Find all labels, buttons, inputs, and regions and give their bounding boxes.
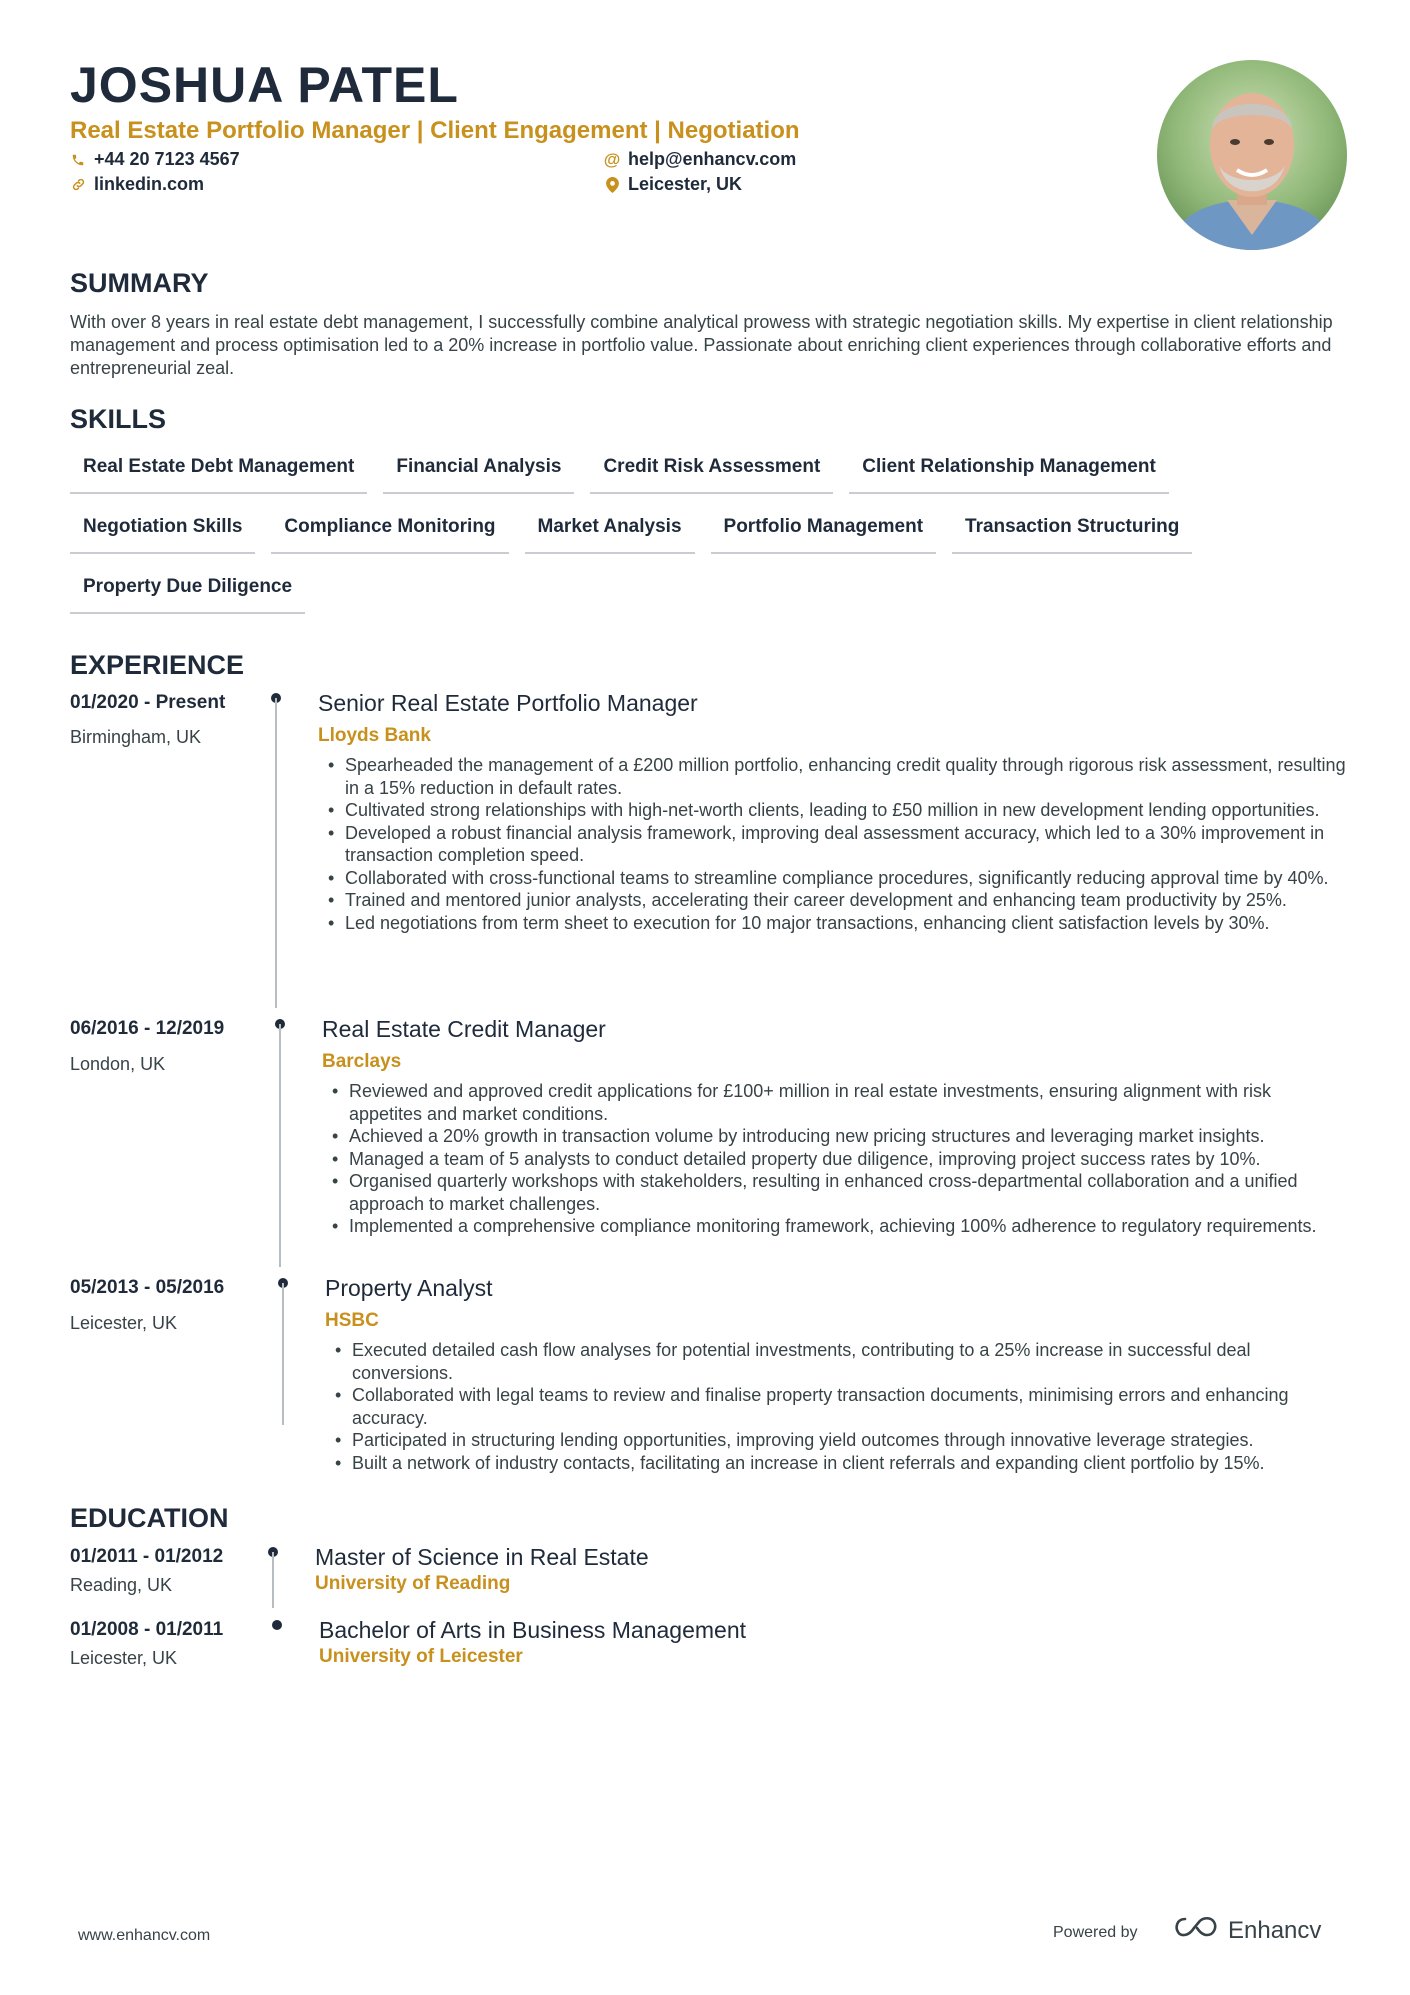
job-location: London, UK xyxy=(70,1054,166,1074)
skill-tag: Negotiation Skills xyxy=(70,506,255,554)
experience-title: EXPERIENCE xyxy=(70,650,245,680)
skill-tag: Portfolio Management xyxy=(711,506,937,554)
contact-location xyxy=(604,174,742,195)
bullet-item: • Collaborated with legal teams to review and finalise property transaction documents, minimising errors and enhancing accuracy. xyxy=(332,1384,1350,1429)
candidate-name: JOSHUA PATEL xyxy=(70,57,459,113)
summary-title: SUMMARY xyxy=(70,268,209,298)
job-bullets xyxy=(332,1339,1350,1474)
timeline-line xyxy=(272,1552,274,1608)
bullet-item: • Organised quarterly workshops with stakeholders, resulting in enhanced cross-departmental collaboration and a unified approach to market challenges. xyxy=(329,1170,1349,1215)
bullet-item: • Achieved a 20% growth in transaction volume by introducing new pricing structures and leveraging market insights. xyxy=(329,1125,1349,1148)
edu-dates: 01/2008 - 01/2011 xyxy=(70,1619,224,1640)
skills-list xyxy=(70,446,1350,614)
location-text: Leicester, UK xyxy=(628,174,743,194)
bullet-item: • Collaborated with cross-functional teams to streamline compliance procedures, significantly reducing approval time by 40%. xyxy=(325,867,1350,890)
phone-text: +44 20 7123 4567 xyxy=(94,149,240,169)
contact-linkedin[interactable] xyxy=(70,174,204,195)
bullet-item: • Cultivated strong relationships with high-net-worth clients, leading to £50 million in new development lending opportunities. xyxy=(325,799,1350,822)
email-text[interactable]: help@enhancv.com xyxy=(628,149,797,169)
job-dates: 01/2020 - Present xyxy=(70,692,226,713)
job-location: Leicester, UK xyxy=(70,1313,178,1333)
bullet-item: • Built a network of industry contacts, facilitating an increase in client referrals and expanding client portfolio by 15%. xyxy=(332,1452,1350,1475)
skill-tag: Credit Risk Assessment xyxy=(590,446,833,494)
edu-school: University of Leicester xyxy=(319,1646,523,1667)
job-location: Birmingham, UK xyxy=(70,727,202,747)
job-bullets xyxy=(329,1080,1349,1238)
edu-school: University of Reading xyxy=(315,1573,511,1594)
skill-tag: Transaction Structuring xyxy=(952,506,1192,554)
education-title: EDUCATION xyxy=(70,1503,229,1533)
job-company: Lloyds Bank xyxy=(318,725,431,746)
skill-tag: Client Relationship Management xyxy=(849,446,1168,494)
linkedin-text[interactable]: linkedin.com xyxy=(94,174,205,194)
link-icon xyxy=(70,177,86,193)
bullet-item: • Executed detailed cash flow analyses for potential investments, contributing to a 25% increase in successful deal conversions. xyxy=(332,1339,1350,1384)
job-company: HSBC xyxy=(325,1310,379,1331)
timeline-dot xyxy=(272,1620,282,1630)
edu-dates: 01/2011 - 01/2012 xyxy=(70,1546,224,1567)
summary-text: With over 8 years in real estate debt management, I successfully combine analytical prowess with strategic negotiation skills. My expertise in client relationship management and process optimisation led to a 20% increase in portfolio value. Passionate about enriching client experiences through collaborative efforts and entrepreneurial zeal. xyxy=(70,312,1333,378)
job-bullets xyxy=(325,754,1350,934)
job-dates: 05/2013 - 05/2016 xyxy=(70,1277,225,1298)
bullet-item: • Implemented a comprehensive compliance monitoring framework, achieving 100% adherence to regulatory requirements. xyxy=(329,1215,1349,1238)
skills-title: SKILLS xyxy=(70,404,167,434)
job-role: Property Analyst xyxy=(325,1275,493,1301)
bullet-item: • Trained and mentored junior analysts, accelerating their career development and enhancing team productivity by 25%. xyxy=(325,889,1350,912)
timeline-line xyxy=(279,1024,281,1267)
contact-email[interactable] xyxy=(604,149,796,170)
profile-photo xyxy=(1157,60,1347,250)
bullet-item: • Managed a team of 5 analysts to conduct detailed property due diligence, improving project success rates by 10%. xyxy=(329,1148,1349,1171)
skill-tag: Market Analysis xyxy=(525,506,695,554)
brand-name: Enhancv xyxy=(1228,1916,1322,1944)
enhancv-logo xyxy=(1172,1914,1321,1947)
job-company: Barclays xyxy=(322,1051,402,1072)
location-pin-icon xyxy=(604,177,620,193)
phone-icon xyxy=(70,152,86,168)
powered-by-label: Powered by xyxy=(1053,1924,1138,1941)
bullet-item: • Participated in structuring lending opportunities, improving yield outcomes through innovative leverage strategies. xyxy=(332,1429,1350,1452)
skill-tag: Compliance Monitoring xyxy=(271,506,508,554)
edu-location: Leicester, UK xyxy=(70,1648,178,1668)
job-dates: 06/2016 - 12/2019 xyxy=(70,1018,225,1039)
skill-tag: Financial Analysis xyxy=(383,446,574,494)
bullet-item: • Led negotiations from term sheet to execution for 10 major transactions, enhancing client satisfaction levels by 30%. xyxy=(325,912,1350,935)
edu-degree: Master of Science in Real Estate xyxy=(315,1544,649,1570)
at-icon: @ xyxy=(603,149,621,169)
edu-degree: Bachelor of Arts in Business Management xyxy=(319,1617,747,1643)
timeline-line xyxy=(282,1283,284,1425)
footer-website[interactable]: www.enhancv.com xyxy=(78,1927,211,1944)
job-role: Senior Real Estate Portfolio Manager xyxy=(318,690,698,716)
infinity-logo-icon xyxy=(1172,1914,1220,1947)
bullet-item: • Developed a robust financial analysis framework, improving deal assessment accuracy, which led to a 30% improvement in transaction completion speed. xyxy=(325,822,1350,867)
bullet-item: • Reviewed and approved credit applications for £100+ million in real estate investments, ensuring alignment with risk appetites and market conditions. xyxy=(329,1080,1349,1125)
contact-phone xyxy=(70,149,240,170)
skill-tag: Property Due Diligence xyxy=(70,566,305,614)
edu-location: Reading, UK xyxy=(70,1575,173,1595)
timeline-line xyxy=(275,698,277,1008)
skill-tag: Real Estate Debt Management xyxy=(70,446,367,494)
job-role: Real Estate Credit Manager xyxy=(322,1016,606,1042)
bullet-item: • Spearheaded the management of a £200 million portfolio, enhancing credit quality through rigorous risk assessment, resulting in a 15% reduction in default rates. xyxy=(325,754,1350,799)
candidate-tagline: Real Estate Portfolio Manager | Client Engagement | Negotiation xyxy=(70,117,800,144)
